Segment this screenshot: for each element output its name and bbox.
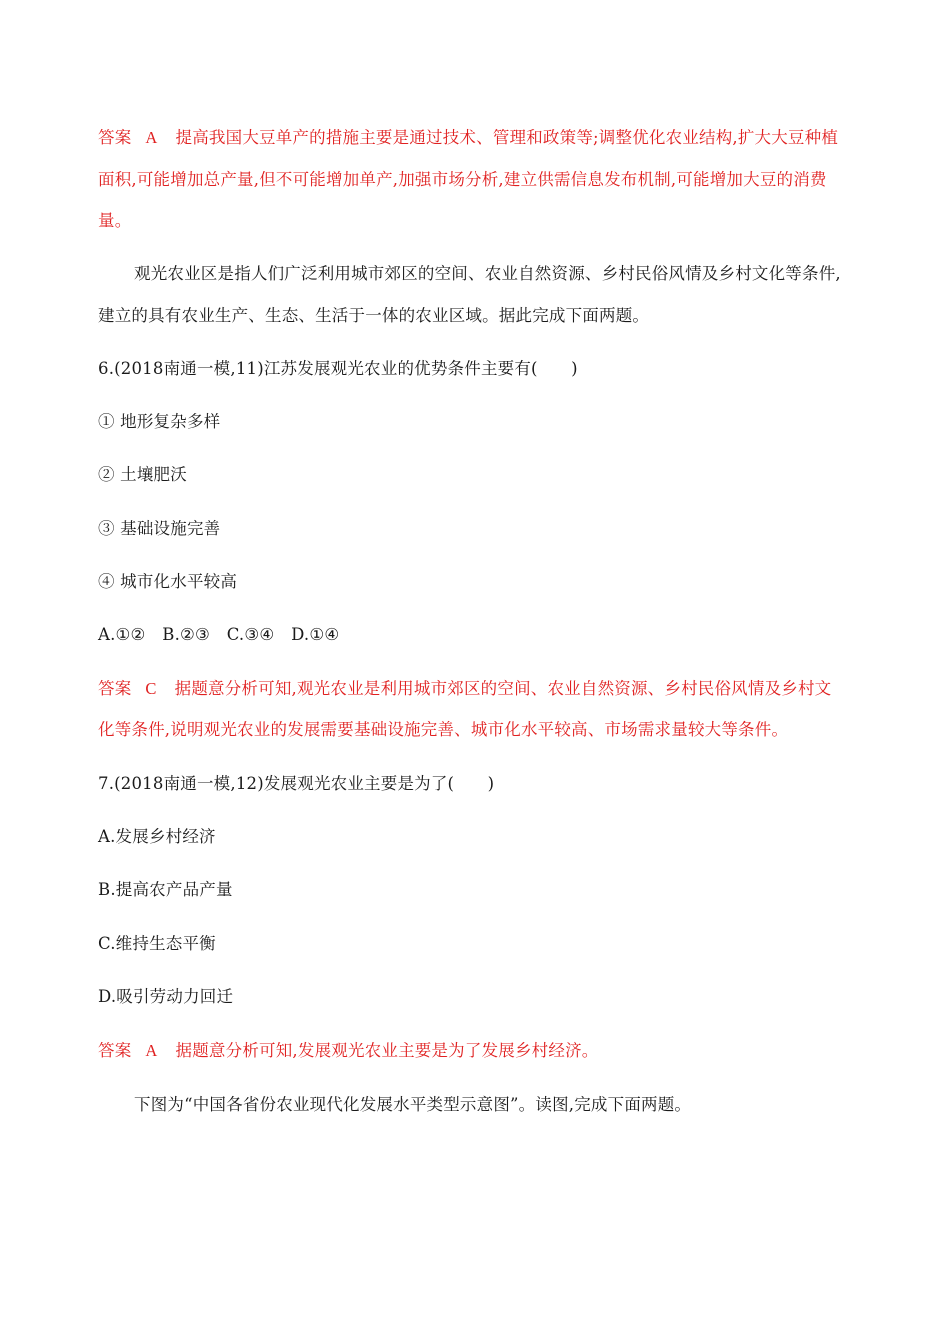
answer-5-line-2: 面积,可能增加总产量,但不可能增加单产,加强市场分析,建立供需信息发布机制,可能增加大豆的消费 [98,170,827,189]
question-7-option-c: C.维持生态平衡 [98,934,216,953]
question-6-stem: 6.(2018南通一模,11)江苏发展观光农业的优势条件主要有( ) [98,359,578,378]
answer-letter: A [145,128,158,147]
answer-text: 据题意分析可知,观光农业是利用城市郊区的空间、农业自然资源、乡村民俗风情及乡村文 [174,679,832,698]
answer-6-line-1 [98,678,858,700]
answer-label: 答案 [98,679,132,698]
answer-7-line-1 [98,1040,858,1062]
question-7-stem: 7.(2018南通一模,12)发展观光农业主要是为了( ) [98,774,495,793]
question-6-item-1: ① 地形复杂多样 [98,412,221,431]
answer-6-line-2: 化等条件,说明观光农业的发展需要基础设施完善、城市化水平较高、市场需求量较大等条件。 [98,720,789,739]
question-7-option-d: D.吸引劳动力回迁 [98,987,234,1006]
question-6-item-2: ② 土壤肥沃 [98,465,187,484]
answer-text: 据题意分析可知,发展观光农业主要是为了发展乡村经济。 [175,1041,599,1060]
intro-paragraph-1-line-2: 建立的具有农业生产、生态、生活于一体的农业区域。据此完成下面两题。 [98,306,650,325]
question-7-option-b: B.提高农产品产量 [98,880,233,899]
question-7-option-a: A.发展乡村经济 [98,827,216,846]
answer-letter: C [145,679,157,698]
answer-text: 提高我国大豆单产的措施主要是通过技术、管理和政策等;调整优化农业结构,扩大大豆种植 [175,128,839,147]
question-6-options: A.①② B.②③ C.③④ D.①④ [98,625,340,644]
question-6-item-4: ④ 城市化水平较高 [98,572,238,591]
intro-paragraph-2: 下图为“中国各省份农业现代化发展水平类型示意图”。读图,完成下面两题。 [134,1095,692,1114]
intro-paragraph-1-line-1: 观光农业区是指人们广泛利用城市郊区的空间、农业自然资源、乡村民俗风情及乡村文化等条件, [134,264,841,283]
answer-5-line-3: 量。 [98,211,132,230]
answer-label: 答案 [98,1041,132,1060]
answer-5-line-1 [98,127,858,149]
question-6-item-3: ③ 基础设施完善 [98,519,221,538]
answer-label: 答案 [98,128,132,147]
answer-letter: A [145,1041,158,1060]
